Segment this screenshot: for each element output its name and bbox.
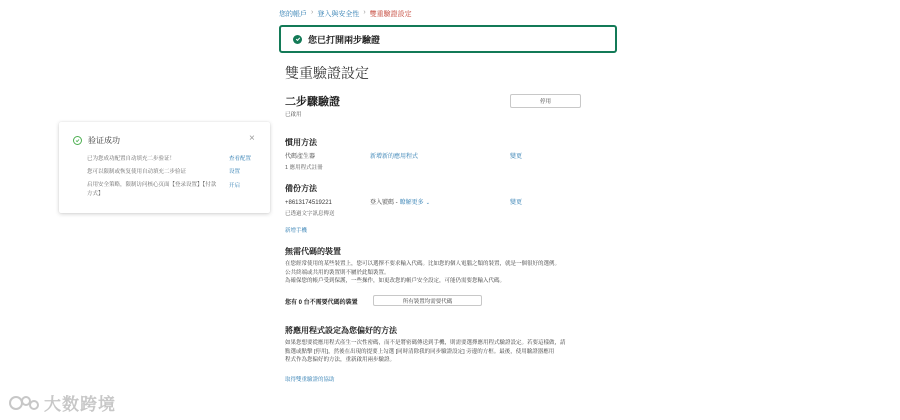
devices-description	[285, 260, 615, 286]
disable-button[interactable]: 停用	[510, 94, 581, 108]
backup-change-link[interactable]: 變更	[510, 200, 523, 206]
backup-phone-detail: 已透過文字訊息傳送	[285, 211, 335, 217]
check-circle-icon	[73, 136, 82, 145]
devices-para-3: 為確保您的帳戶受到保護，一些操作，如更改您的帳戶安全設定，可能仍需要您輸入代碼。	[285, 278, 506, 284]
view-config-link[interactable]: 查看配置	[229, 156, 252, 162]
success-banner-text: 您已打開兩步驗證	[308, 34, 381, 45]
breadcrumb	[279, 9, 412, 19]
preferred-method-title: 慣用方法	[285, 138, 317, 147]
notice-row-text: 您可以限制或恢复使用自动填充二步验证	[87, 169, 187, 175]
chevron-down-icon[interactable]: ⌄	[425, 200, 430, 206]
notice-title: 验证成功	[88, 136, 120, 145]
two-step-title: 二步驟驗證	[285, 96, 340, 108]
backup-note-text: 登入號碼 -	[370, 200, 398, 206]
preferred-method-name: 代碼產生器	[285, 154, 316, 160]
close-icon[interactable]: ×	[249, 133, 255, 144]
devices-para-1: 在您經常使用的某些裝置上，您可以選擇不要求輸入代碼。比如您的個人電腦之類的裝置，就是一個很好的選例。	[285, 261, 561, 267]
preferred-app-title: 將應用程式設定為您偏好的方法	[285, 326, 397, 335]
page-title: 雙重驗證設定	[285, 65, 369, 81]
settings-link[interactable]: 设置	[229, 169, 241, 175]
breadcrumb-separator: ›	[363, 9, 366, 16]
watermark-logo-icon	[8, 393, 40, 413]
watermark	[8, 390, 116, 415]
preferred-change-link[interactable]: 變更	[510, 154, 523, 160]
preferred-app-para-1: 如果您想要從應用程式產生一次性密碼，而不是將密碼傳送到手機，則需要選擇應用程式驗證設定。若要這樣做，請	[285, 340, 566, 346]
notice-header	[73, 135, 120, 146]
notice-row-text: 已为您成功配置自动填充二步验证！	[87, 156, 176, 162]
breadcrumb-your-account[interactable]: 您的帳戶	[279, 11, 307, 18]
preferred-app-para-3: 程式作為您偏好的方法，重新啟用兩步驗證。	[285, 357, 396, 363]
breadcrumb-separator: ›	[311, 9, 314, 16]
learn-more-link[interactable]: 瞭解更多	[399, 200, 424, 206]
add-phone-link[interactable]: 新增手機	[285, 228, 308, 234]
backup-phone-number: +8613174519221	[285, 200, 332, 206]
two-step-help-link[interactable]: 取得雙重驗證的協助	[285, 377, 335, 383]
breadcrumb-current: 雙重驗證設定	[369, 11, 412, 18]
backup-method-title: 備份方法	[285, 184, 317, 193]
two-step-status: 已啟用	[285, 112, 302, 118]
breadcrumb-login-security[interactable]: 登入與安全性	[317, 11, 360, 18]
verification-success-notice	[59, 122, 270, 213]
success-banner	[279, 25, 617, 53]
devices-title: 無需代碼的裝置	[285, 247, 341, 256]
preferred-method-detail: 1 應用程式註冊	[285, 165, 323, 171]
preferred-app-para-2: 點選或點擊 [停用]，然後在出現的提要上勾選 [同時清除我的同步驗證設定] 旁邊的方框。最後，使用驗證器應用	[285, 348, 555, 355]
add-new-app-link[interactable]: 新增新的應用程式	[370, 154, 419, 160]
watermark-text: 大数跨境	[44, 395, 116, 414]
require-code-all-devices-button[interactable]: 所有裝置均需要代碼	[373, 295, 482, 306]
notice-row-text: 启用安全策略，限制访问核心页面【登录设置】【付款方式】	[87, 182, 217, 197]
backup-note	[370, 199, 430, 207]
enable-link[interactable]: 开启	[229, 183, 241, 189]
check-circle-icon	[293, 35, 302, 44]
devices-count: 您有 0 台不需要代碼的裝置	[285, 300, 358, 306]
devices-para-2: 公共終端或共用的裝置則不屬於此類裝置。	[285, 269, 390, 276]
preferred-app-description	[285, 339, 615, 365]
